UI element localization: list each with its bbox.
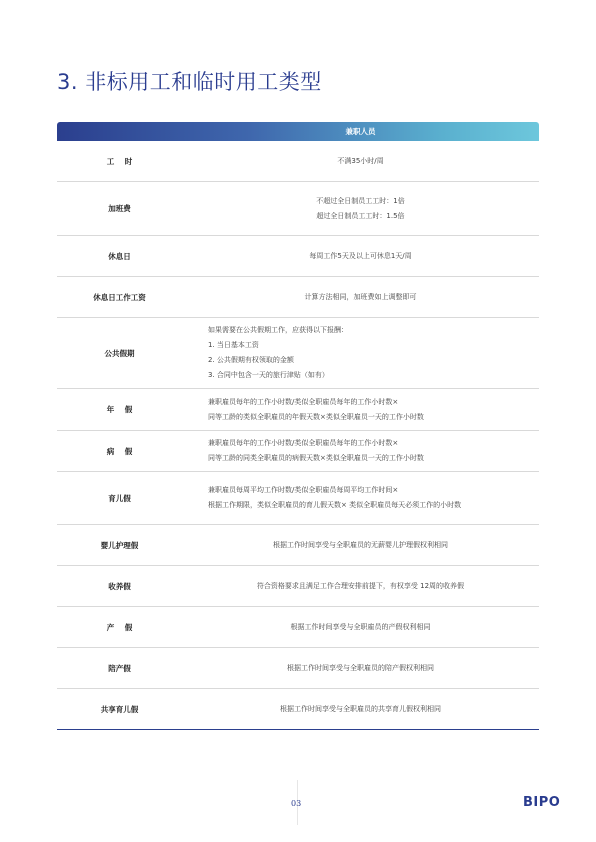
row-value-line: 3. 合同中包含一天的旅行津贴（如有） (208, 371, 329, 379)
row-value-line: 兼职雇员每年的工作小时数/类似全职雇员每年的工作小时数× (208, 439, 399, 447)
row-label: 休息日工作工资 (93, 292, 146, 302)
table-body (57, 141, 539, 730)
row-value-line: 根据工作时间享受与全职雇员的陪产假权利相同 (287, 663, 434, 672)
row-label: 公共假期 (104, 348, 135, 358)
row-value-line: 兼职雇员每周平均工作时数/类似全职雇员每周平均工作时间× (208, 486, 399, 494)
row-value (182, 689, 539, 729)
row-value (182, 525, 539, 565)
table-row (57, 472, 539, 525)
row-value (182, 431, 539, 471)
row-label: 产 假 (106, 622, 133, 632)
row-value (182, 182, 539, 235)
row-value (182, 472, 539, 524)
row-value-line: 符合资格要求且满足工作合理安排前提下，有权享受 12周的收养假 (256, 581, 465, 590)
row-label: 收养假 (108, 581, 131, 591)
table-row (57, 389, 539, 431)
table-row (57, 182, 539, 236)
row-value (182, 566, 539, 606)
row-value-line: 如果需要在公共假期工作，应获得以下报酬： (208, 326, 348, 334)
row-value-line: 2. 公共假期有权领取的金额 (208, 356, 294, 364)
row-value-line: 不满35小时/周 (337, 156, 384, 165)
row-label: 年 假 (106, 405, 133, 414)
row-value (182, 648, 539, 688)
row-value-line: 根据工作期限，类似全职雇员的育儿假天数× 类似全职雇员每天必须工作的小时数 (208, 501, 462, 509)
row-label: 病 假 (106, 446, 133, 456)
table-row (57, 431, 539, 472)
row-value (182, 141, 539, 181)
table-row (57, 689, 539, 730)
table-row (57, 277, 539, 318)
row-label: 加班费 (108, 204, 131, 213)
row-value (182, 607, 539, 647)
row-value (182, 389, 539, 430)
row-value-line: 不超过全日制员工工时：1倍 (316, 196, 405, 205)
table-row (57, 141, 539, 182)
row-value-line: 同等工龄的类似全职雇员的年假天数×类似全职雇员一天的工作小时数 (208, 412, 424, 421)
row-value-line: 每周工作5天及以上可休息1天/周 (309, 251, 412, 260)
row-label: 育儿假 (108, 493, 131, 503)
table-row (57, 236, 539, 277)
row-value-line: 根据工作时间享受与全职雇员的无薪婴儿护理假权利相同 (273, 540, 448, 549)
table-row (57, 566, 539, 607)
row-label: 陪产假 (108, 663, 131, 673)
table-row (57, 607, 539, 648)
row-label: 工 时 (106, 156, 133, 166)
row-value (182, 277, 539, 317)
table-row (57, 648, 539, 689)
page-number: 03 (291, 799, 302, 808)
row-value (182, 236, 539, 276)
row-value-line: 兼职雇员每年的工作小时数/类似全职雇员每年的工作小时数× (208, 397, 399, 406)
table-row (57, 525, 539, 566)
row-label: 共享育儿假 (100, 704, 139, 714)
part-time-table (57, 122, 539, 730)
row-label: 休息日 (108, 251, 131, 261)
page-title: 3. 非标用工和临时用工类型 (57, 70, 322, 94)
row-label: 婴儿护理假 (100, 540, 139, 550)
row-value (182, 318, 539, 388)
brand-logo: BIPO (523, 795, 561, 810)
row-value-line: 同等工龄的同类全职雇员的病假天数×类似全职雇员一天的工作小时数 (208, 454, 424, 462)
row-value-line: 计算方法相同，加班费如上调整即可 (304, 292, 417, 301)
table-row (57, 318, 539, 389)
table-header-label: 兼职人员 (345, 127, 376, 136)
row-value-line: 根据工作时间享受与全职雇员的产假权利相同 (290, 622, 431, 631)
table-header (57, 122, 539, 141)
row-value-line: 根据工作时间享受与全职雇员的共享育儿假权利相同 (280, 704, 441, 713)
row-value-line: 1. 当日基本工资 (208, 341, 259, 349)
row-value-line: 超过全日制员工工时：1.5倍 (316, 211, 405, 220)
